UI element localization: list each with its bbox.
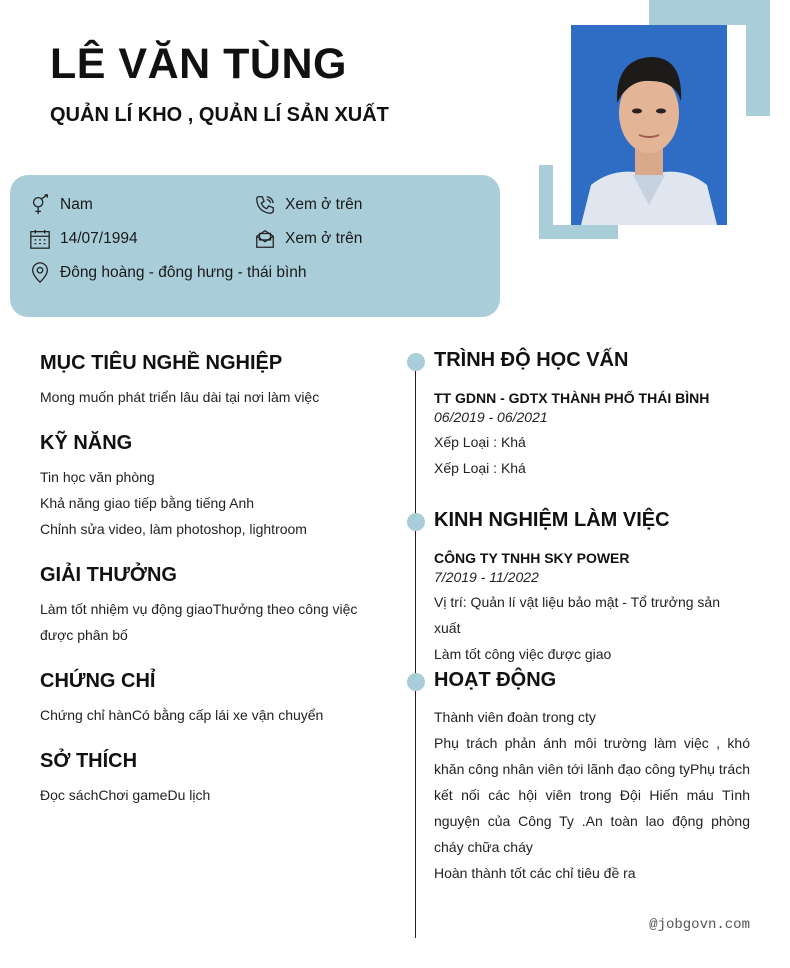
contact-email [254,228,362,250]
education-section [434,349,750,481]
watermark: @jobgovn.com [649,917,750,933]
address-value: Đông hoàng - đông hưng - thái bình [60,264,307,281]
section-line: Làm tốt công việc được giao [434,646,612,662]
certificates-section [40,670,370,728]
section-line: Mong muốn phát triển lâu dài tại nơi làm việc [40,389,320,405]
section-line: Tin học văn phòng [40,469,155,485]
contact-address [29,262,307,284]
phone-icon [254,194,276,216]
timeline-dot [407,673,425,691]
profile-photo [571,25,727,225]
section-heading: CHỨNG CHỈ [40,670,156,692]
section-paragraph: Phụ trách phản ánh môi trường làm việc , khó khăn công nhân viên tới lãnh đạo công tyPhụ trách kết nối các hội viên trong Đội Hiến máu Tình nguyện của Công Ty .An toàn lao động phòng cháy chữa cháy [434,735,750,855]
company-name: CÔNG TY TNHH SKY POWER [434,550,630,566]
section-line: Làm tốt nhiệm vụ động giaoThưởng theo công việc [40,601,358,617]
email-value: Xem ở trên [285,230,363,247]
timeline-dot [407,513,425,531]
mail-icon [254,228,276,250]
section-line: Khả năng giao tiếp bằng tiếng Anh [40,495,255,511]
section-heading: TRÌNH ĐỘ HỌC VẤN [434,349,629,371]
section-line: Đọc sáchChơi gameDu lịch [40,787,211,803]
date-range: 06/2019 - 06/2021 [434,409,548,425]
birthday-value: 14/07/1994 [60,230,138,247]
phone-value: Xem ở trên [285,196,363,213]
section-line: Chứng chỉ hànCó bằng cấp lái xe vận chuyển [40,707,324,723]
section-line: được phân bố [40,627,128,643]
job-title: QUẢN LÍ KHO , QUẢN LÍ SẢN XUẤT [50,104,389,126]
contact-gender [29,194,93,216]
left-column [40,352,370,830]
candidate-name: LÊ VĂN TÙNG [50,40,347,88]
section-line: Vị trí: Quản lí vật liệu bảo mật - Tổ trưởng sản xuất [434,594,720,636]
objective-section [40,352,370,410]
section-line: Chỉnh sửa video, làm photoshop, lightroom [40,521,307,537]
section-heading: MỤC TIÊU NGHỀ NGHIỆP [40,352,283,374]
calendar-icon [29,228,51,250]
timeline-dot [407,353,425,371]
hobbies-section [40,750,370,808]
contact-info-box [10,175,500,317]
section-line: Thành viên đoàn trong cty [434,709,596,725]
section-heading: KỸ NĂNG [40,432,133,454]
contact-phone [254,194,362,216]
gender-value: Nam [60,196,93,213]
location-pin-icon [29,262,51,284]
section-line: Xếp Loại : Khá [434,434,526,450]
section-heading: GIẢI THƯỞNG [40,564,177,586]
activities-section [434,669,750,886]
section-heading: HOẠT ĐỘNG [434,669,557,691]
section-heading: SỞ THÍCH [40,750,138,772]
section-heading: KINH NGHIỆM LÀM VIỆC [434,509,670,531]
skills-section [40,432,370,542]
date-range: 7/2019 - 11/2022 [434,569,539,585]
gender-icon [29,194,51,216]
portrait-illustration [571,25,727,225]
section-line: Hoàn thành tốt các chỉ tiêu đề ra [434,865,636,881]
experience-section [434,509,750,667]
spacer [434,692,750,704]
timeline-line [415,360,416,938]
awards-section [40,564,370,648]
contact-birthday [29,228,138,250]
section-line: Xếp Loại : Khá [434,460,526,476]
school-name: TT GDNN - GDTX THÀNH PHỐ THÁI BÌNH [434,390,710,406]
